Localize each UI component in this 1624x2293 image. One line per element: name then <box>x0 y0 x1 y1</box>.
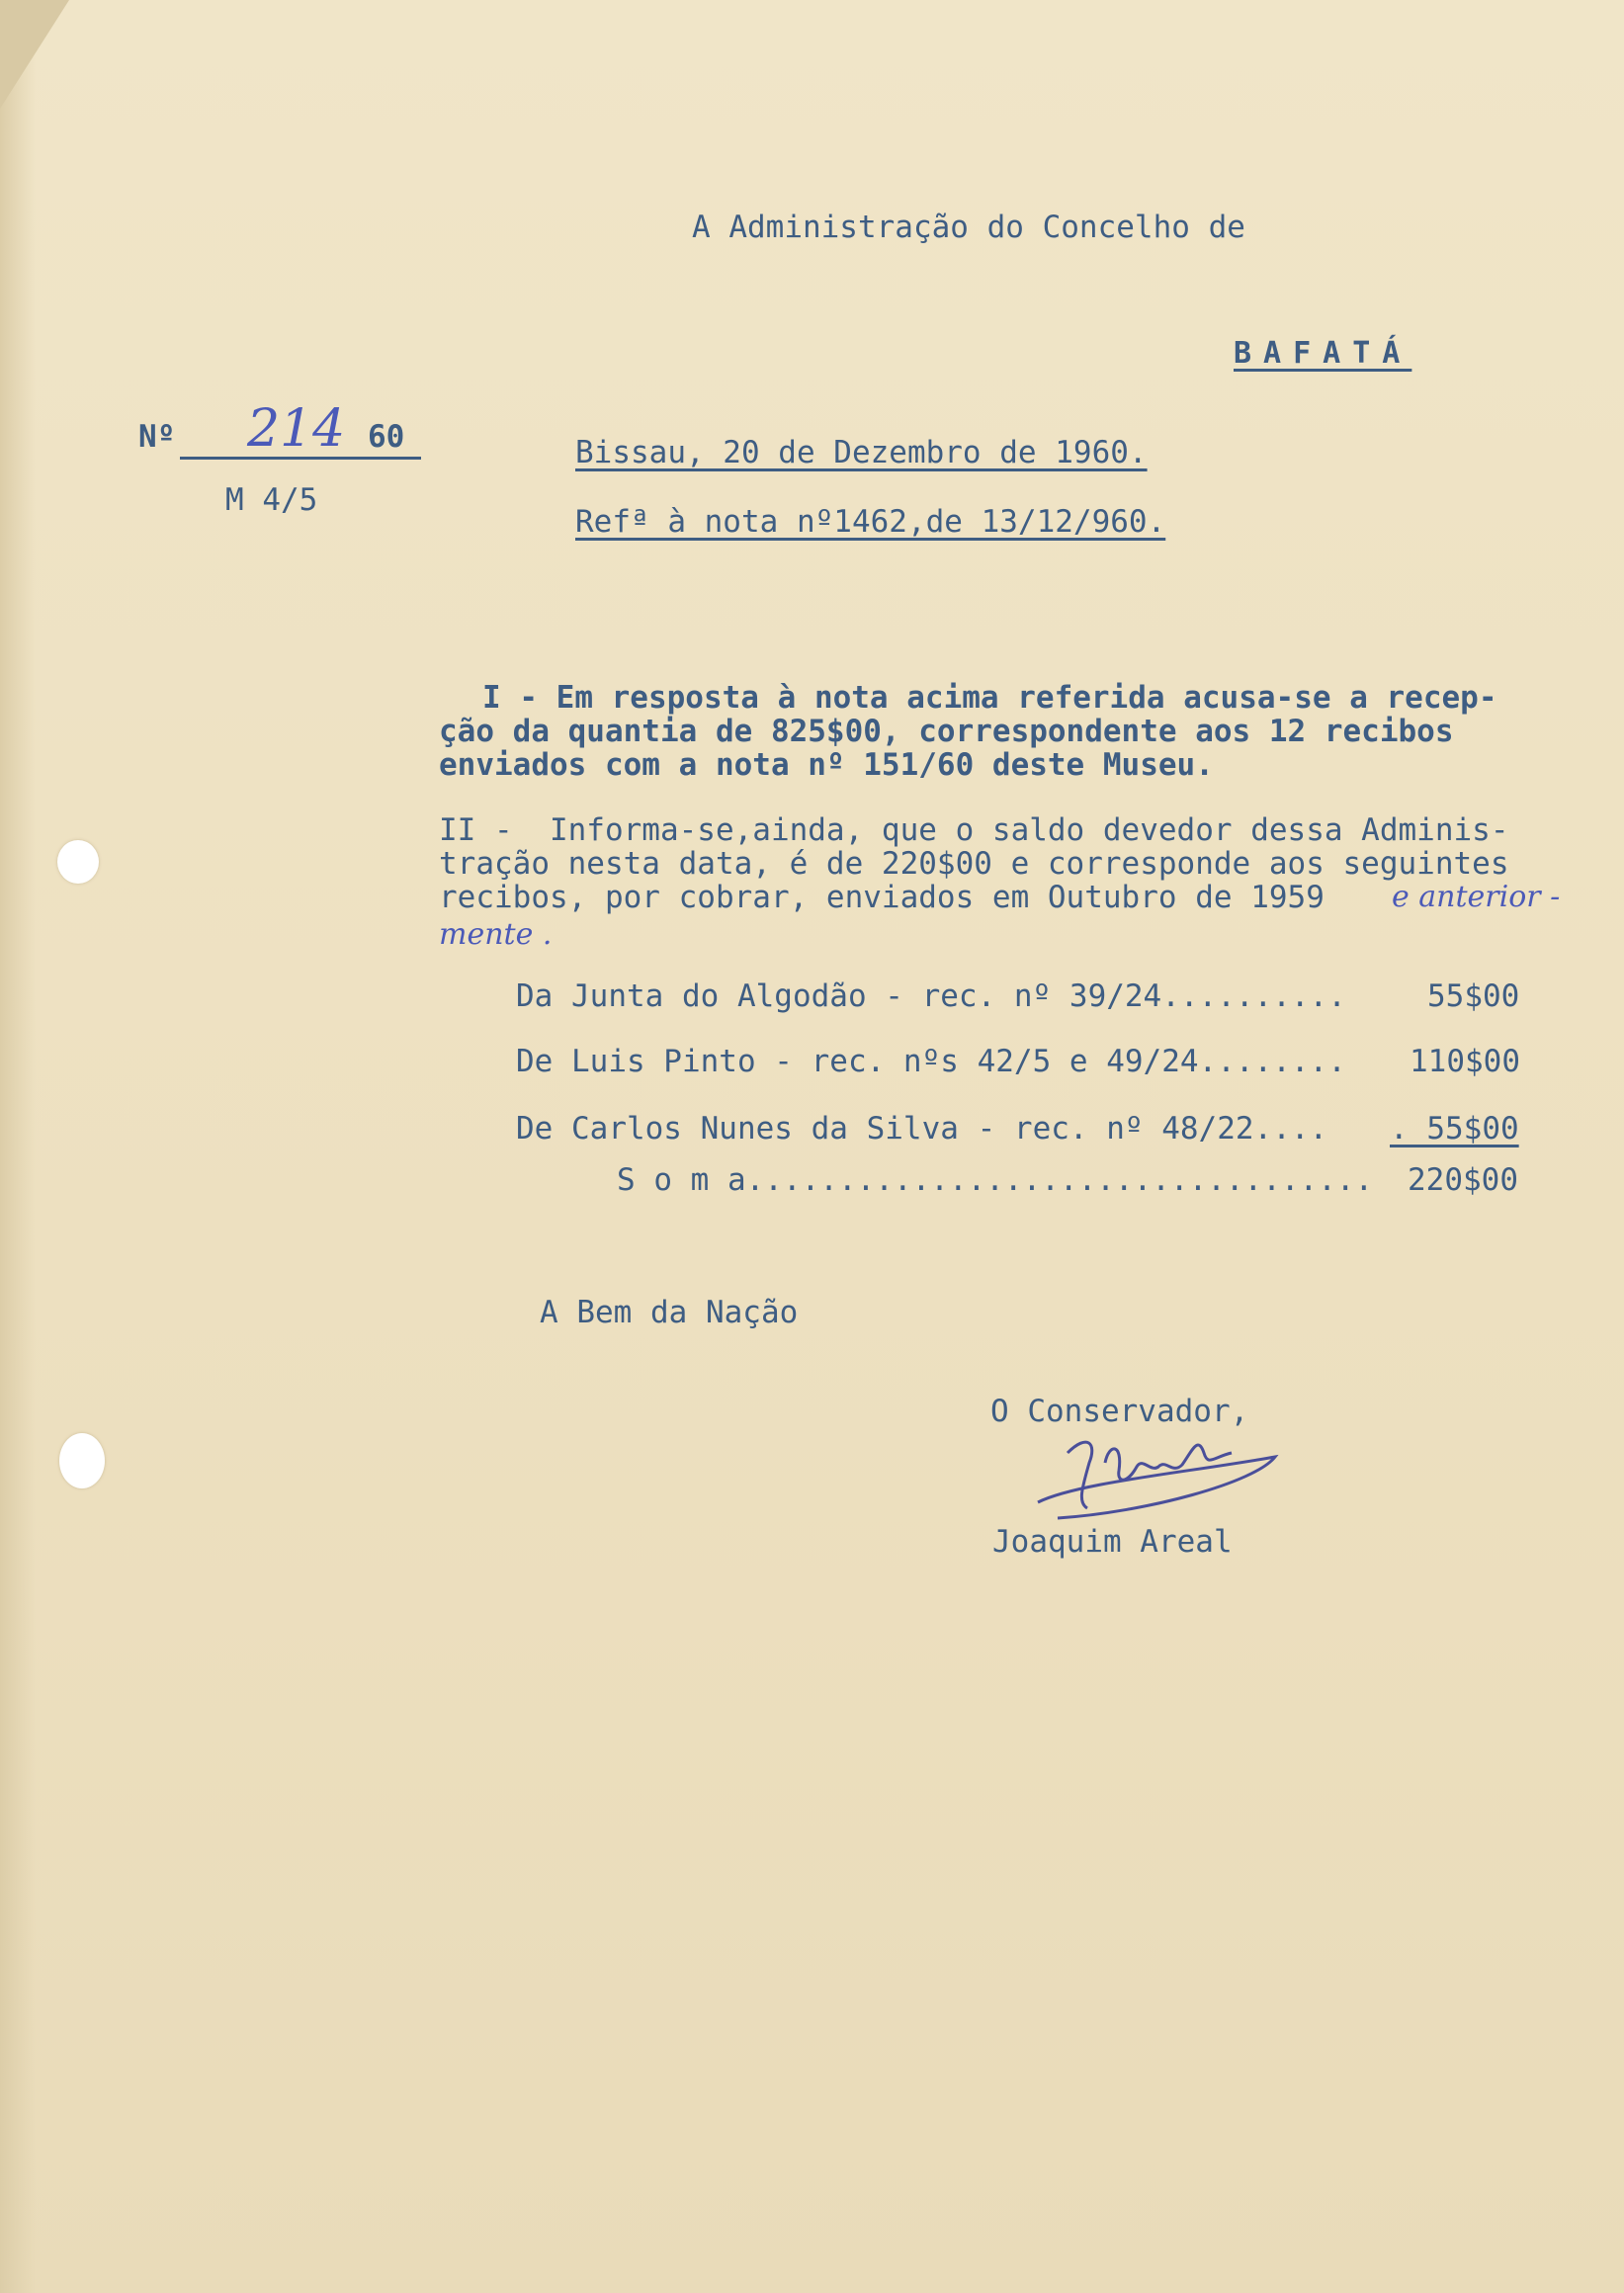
receipt-row-2-amount: 110$00 <box>1410 1044 1520 1079</box>
punch-hole-top <box>57 840 99 884</box>
signatory-title: O Conservador, <box>990 1394 1249 1429</box>
addressee-place: BAFATÁ <box>1234 336 1412 371</box>
reference-note-line: Refª à nota nº1462,de 13/12/960. <box>575 504 1166 540</box>
paragraph-2-handwritten-continuation: mente . <box>439 917 553 952</box>
receipt-row-1-amount: 55$00 <box>1427 978 1520 1014</box>
total-label: S o m a.................................. <box>617 1162 1374 1198</box>
reference-number-handwritten: 214 <box>247 399 346 459</box>
receipt-row-2-text: De Luis Pinto - rec. nºs 42/5 e 49/24........ <box>516 1044 1346 1079</box>
receipt-row-3-amount: . 55$00 <box>1390 1111 1519 1146</box>
receipt-row-1-text: Da Junta do Algodão - rec. nº 39/24.......... <box>516 978 1346 1014</box>
paragraph-2-handwritten-addition: e anterior - <box>1392 880 1561 914</box>
signatory-name: Joaquim Areal <box>992 1524 1233 1560</box>
paper-left-edge-shadow <box>0 0 36 2293</box>
total-amount: 220$00 <box>1408 1162 1518 1198</box>
reference-number-label: Nº <box>138 419 176 455</box>
folded-corner <box>0 0 69 109</box>
handwritten-signature <box>1028 1423 1285 1532</box>
receipt-row-3-text: De Carlos Nunes da Silva - rec. nº 48/22.... <box>516 1111 1328 1146</box>
paragraph-2-line-2: tração nesta data, é de 220$00 e corresponde aos seguintes <box>439 846 1509 882</box>
addressee-line: A Administração do Concelho de <box>692 210 1245 245</box>
file-code: M 4/5 <box>225 482 318 518</box>
punch-hole-bottom <box>59 1433 105 1488</box>
paragraph-1-line-1: I - Em resposta à nota acima referida acusa-se a recep- <box>482 680 1497 716</box>
paragraph-2-line-1: II - Informa-se,ainda, que o saldo devedor dessa Adminis- <box>439 812 1509 848</box>
reference-number-year: 60 <box>368 419 405 455</box>
closing-salutation: A Bem da Nação <box>540 1295 799 1330</box>
date-line: Bissau, 20 de Dezembro de 1960. <box>575 435 1148 470</box>
paragraph-2-line-3: recibos, por cobrar, enviados em Outubro de 1959 <box>439 880 1325 915</box>
paragraph-1-line-2: ção da quantia de 825$00, correspondente aos 12 recibos <box>439 714 1454 749</box>
paragraph-1-line-3: enviados com a nota nº 151/60 deste Museu. <box>439 747 1214 783</box>
